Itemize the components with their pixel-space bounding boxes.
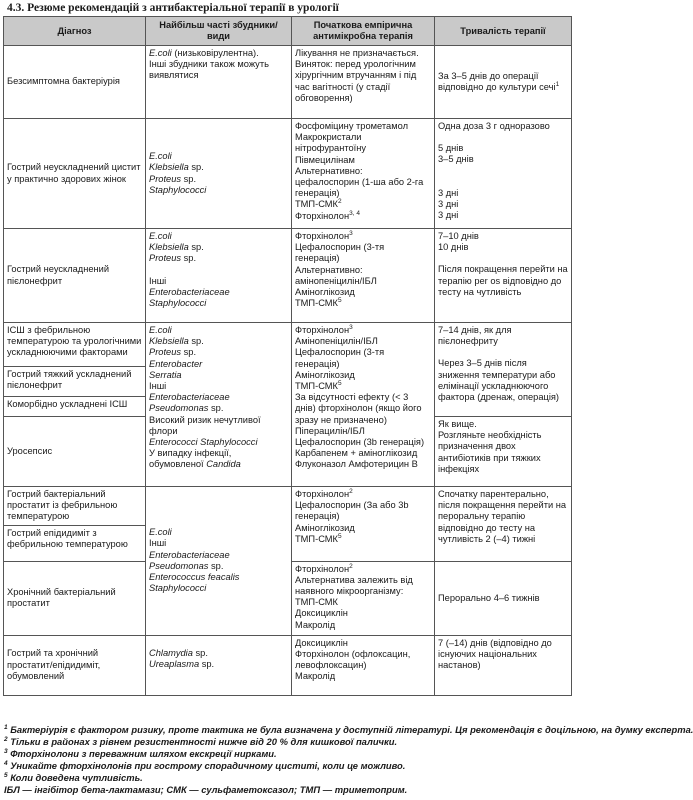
- therapy-item: цефалоспорин (1-ша або 2-га генерація): [295, 177, 424, 199]
- header-therapy: Початкова емпірична антимікробна терапія: [292, 17, 435, 46]
- therapy-cell: [292, 323, 435, 487]
- duration-item: 7 (–14) днів (відповідно до існуючих національних настанов): [438, 637, 552, 671]
- pathogen-item: Staphylococci: [149, 298, 207, 309]
- therapy-item: Карбапенем + аміноглікозид Флуконазол Амфотерицин В: [295, 448, 418, 470]
- pathogens-cell: [146, 119, 292, 229]
- therapy-item: Макрокристали нітрофурантоїну: [295, 132, 367, 154]
- therapy-cell: [292, 119, 435, 229]
- diagnosis-cell: [4, 561, 146, 635]
- pathogen-item: У випадку інфекції, обумовленої Candida: [149, 448, 241, 470]
- therapy-item: Доксициклін: [295, 637, 348, 648]
- duration-item: 10 днів: [438, 242, 469, 253]
- therapy-item: Фторхінолон$^2$: [295, 562, 353, 574]
- pathogen-item: Staphylococci: [149, 184, 207, 195]
- duration-item: 3 дні: [438, 210, 459, 221]
- pathogen-item: Klebsiella sp.: [149, 242, 204, 253]
- therapy-item: Піперацилін/ІБЛ Цефалоспорин (3b генерація): [295, 425, 425, 448]
- footnote: $^1$ Бактеріурія є фактором ризику, проте тактика не була визначена у доступній літературі. Ця рекомендація є доцільною, на думку експерта.: [4, 723, 693, 735]
- pathogen-item: E.coli (низьковірулентна).: [149, 48, 259, 58]
- therapy-item: Цефалоспорин (3-тя генерація): [295, 242, 385, 264]
- pathogen-item: Klebsiella sp.: [149, 336, 204, 347]
- diagnosis-text: Безсимптомна бактеріурія: [7, 76, 120, 87]
- therapy-cell: [292, 561, 435, 635]
- pathogen-item: Enterobacteriaceae: [149, 392, 230, 403]
- diagnosis-text: Хронічний бактеріальний простатит: [7, 586, 116, 609]
- pathogen-item: Enterobacter: [149, 358, 203, 369]
- therapy-item: ТМП-СМК$^2$: [295, 198, 342, 210]
- diagnosis-cell: [4, 525, 146, 561]
- pathogen-item: Enterobacteriaceae: [149, 286, 230, 297]
- therapy-item: Аміноглікозид: [295, 287, 355, 298]
- therapy-item: Півмецилінам: [295, 154, 355, 165]
- header-duration: Тривалість терапії: [435, 17, 572, 46]
- duration-item: 7–10 днів: [438, 231, 479, 241]
- diagnosis-text: Гострий та хронічний простатит/епідидиміт, обумовлений: [7, 648, 101, 681]
- duration-item: Одна доза 3 г одноразово: [438, 121, 550, 131]
- pathogens-cell: [146, 635, 292, 695]
- therapy-item: ТМП-СМК$^5$: [295, 532, 342, 544]
- duration-cell: [435, 561, 572, 635]
- table-row: [4, 119, 572, 229]
- pathogen-item: Pseudomonas sp.: [149, 403, 224, 414]
- duration-item: За 3–5 днів до операції відповідно до культури сечі$^1$: [438, 70, 560, 92]
- therapy-item: Фторхінолон$^2$: [295, 487, 353, 499]
- diagnosis-cell: [4, 119, 146, 229]
- pathogen-item: Enterobacteriaceae: [149, 549, 230, 560]
- diagnosis-cell: [4, 397, 146, 417]
- duration-item: Як вище.: [438, 419, 477, 429]
- diagnosis-text: Гострий епідидиміт з фебрильною температурою: [7, 527, 128, 549]
- duration-cell: [435, 46, 572, 119]
- diagnosis-text: Гострий тяжкий ускладнений пієлонефрит: [7, 369, 132, 391]
- footnote: $^3$ Фторхінолони з переважним шляхом екскреції нирками.: [4, 747, 277, 759]
- diagnosis-text: ІСШ з фебрильною температурою та урологічними ускладнюючими факторами: [7, 325, 142, 358]
- therapy-item: Аміноглікозид: [295, 369, 355, 380]
- pathogen-item: E.coli: [149, 527, 172, 538]
- pathogen-item: Ureaplasma sp.: [149, 658, 215, 669]
- therapy-item: Виняток: перед урологічним хірургічним втручанням і під час вагітності (у стадії обговорення): [295, 59, 417, 103]
- footnote: $^5$ Коли доведена чутливість.: [4, 771, 143, 783]
- table-row: [4, 46, 572, 119]
- therapy-item: Доксициклін: [295, 608, 348, 619]
- diagnosis-text: Уросепсис: [7, 445, 53, 456]
- therapy-cell: [292, 487, 435, 562]
- therapy-item: За відсутності ефекту (< 3 днів) фторхінолон (якщо його зразу не призначено): [295, 392, 422, 425]
- pathogen-item: Proteus sp.: [149, 173, 197, 184]
- therapy-item: Цефалоспорин (3-тя генерація): [295, 347, 385, 369]
- therapy-item: Амінопеніцилін/ІБЛ: [295, 336, 378, 347]
- table-row: [4, 323, 572, 367]
- duration-item: Після покращення перейти на терапію per os відповідно до тесту на чутливість: [438, 264, 568, 297]
- therapy-item: ТМП-СМК: [295, 597, 338, 608]
- pathogen-item: Proteus sp.: [149, 253, 197, 264]
- antibiotic-recommendations-table: [3, 16, 572, 696]
- therapy-item: Альтернатива залежить від наявного мікроорганізму:: [295, 574, 413, 597]
- pathogen-item: Інші: [149, 381, 167, 392]
- pathogen-item: Інші збудники також можуть виявлятися: [149, 59, 269, 81]
- duration-cell: [435, 119, 572, 229]
- therapy-item: Цефалоспорин (За або 3b генерація): [295, 500, 409, 522]
- duration-cell: [435, 229, 572, 323]
- duration-item: Перорально 4–6 тижнів: [438, 592, 540, 603]
- duration-cell: [435, 487, 572, 562]
- pathogen-item: Інші: [149, 538, 167, 549]
- duration-item: Розгляньте необхідність призначення двох антибіотиків при тяжких інфекціях: [438, 430, 542, 474]
- pathogens-cell: [146, 487, 292, 636]
- pathogen-item: Chlamydia sp.: [149, 647, 208, 658]
- pathogen-item: Serratia: [149, 369, 182, 380]
- diagnosis-text: Гострий неускладнений цистит у практично здорових жінок: [7, 162, 141, 184]
- therapy-item: ТМП-СМК$^5$: [295, 379, 342, 392]
- therapy-item: Фторхінолон (офлоксацин, левофлоксацин): [295, 648, 411, 671]
- therapy-item: ТМП-СМК$^5$: [295, 297, 342, 309]
- diagnosis-cell: [4, 46, 146, 119]
- table-header-row: [4, 17, 572, 46]
- duration-cell: [435, 417, 572, 487]
- duration-cell: [435, 635, 572, 695]
- abbreviations: ІБЛ — інгібітор бета-лактамази; СМК — сульфаметоксазол; ТМП — триметоприм.: [4, 784, 408, 795]
- therapy-item: амінопеніцилін/ІБЛ: [295, 275, 377, 286]
- diagnosis-cell: [4, 323, 146, 367]
- diagnosis-cell: [4, 417, 146, 487]
- pathogen-item: Enterococci Staphylococci: [149, 437, 258, 448]
- pathogens-cell: [146, 323, 292, 487]
- pathogen-item: Інші: [149, 275, 167, 286]
- section-title: 4.3. Резюме рекомендацій з антибактеріальної терапії в урології: [7, 2, 339, 14]
- duration-item: Спочатку парентерально, після покращення перейти на пероральну терапію відповідно до тесту на чутливість 2 (–4) тижні: [438, 489, 567, 544]
- header-pathogens: Найбільш часті збудники/ види: [146, 17, 292, 46]
- pathogen-item: E.coli: [149, 231, 172, 241]
- therapy-cell: [292, 229, 435, 323]
- therapy-cell: [292, 635, 435, 695]
- footnotes: [4, 723, 693, 796]
- therapy-item: Аміноглікозид: [295, 522, 355, 533]
- duration-cell: [435, 323, 572, 417]
- table-row: [4, 635, 572, 695]
- diagnosis-cell: [4, 367, 146, 397]
- pathogen-item: Klebsiella sp.: [149, 162, 204, 173]
- pathogen-item: Enterococcus feacalis: [149, 572, 240, 582]
- duration-item: 3 дні: [438, 187, 459, 198]
- header-diagnosis: Діагноз: [4, 17, 146, 46]
- duration-item: Через 3–5 днів після зниження температури або елімінації ускладнюючого фактора (дренаж, операція): [438, 358, 560, 403]
- pathogen-item: Високий ризик нечутливої флори: [149, 414, 261, 436]
- diagnosis-text: Гострий бактеріальний простатит із фебрильною температурою: [7, 489, 118, 522]
- therapy-item: Макролід: [295, 619, 336, 630]
- diagnosis-cell: [4, 635, 146, 695]
- duration-item: 7–14 днів, як для пієлонефриту: [438, 325, 512, 347]
- therapy-item: Фторхінолон$^3$: [295, 229, 353, 241]
- therapy-item: Фосфоміцину трометамол: [295, 121, 409, 131]
- pathogen-item: Pseudomonas sp.: [149, 560, 224, 571]
- therapy-item: Лікування не призначається.: [295, 48, 419, 58]
- footnote: $^4$ Уникайте фторхінолонів при гострому спорадичному циститі, коли це можливо.: [4, 759, 406, 771]
- pathogen-item: Proteus sp.: [149, 347, 197, 358]
- diagnosis-cell: [4, 487, 146, 526]
- therapy-item: Альтернативно:: [295, 165, 363, 176]
- pathogens-cell: [146, 229, 292, 323]
- diagnosis-text: Коморбідно ускладнені ІСШ: [7, 399, 128, 409]
- duration-item: 3–5 днів: [438, 154, 474, 165]
- duration-item: 3 дні: [438, 198, 459, 209]
- therapy-item: Макролід: [295, 671, 336, 682]
- pathogen-item: E.coli: [149, 151, 172, 162]
- diagnosis-text: Гострий неускладнений пієлонефрит: [7, 264, 110, 286]
- diagnosis-cell: [4, 229, 146, 323]
- pathogen-item: Staphylococci: [149, 583, 207, 594]
- footnote: $^2$ Тільки в районах з рівнем резистентності нижче від 20 % для кишкової палички.: [4, 735, 398, 747]
- pathogen-item: E.coli: [149, 325, 172, 335]
- therapy-cell: [292, 46, 435, 119]
- duration-item: 5 днів: [438, 143, 464, 154]
- pathogens-cell: [146, 46, 292, 119]
- table-row: [4, 487, 572, 526]
- therapy-item: Альтернативно:: [295, 264, 363, 275]
- therapy-item: Фторхінолон$^{3, 4}$: [295, 209, 360, 221]
- therapy-item: Фторхінолон$^3$: [295, 323, 353, 335]
- table-row: [4, 229, 572, 323]
